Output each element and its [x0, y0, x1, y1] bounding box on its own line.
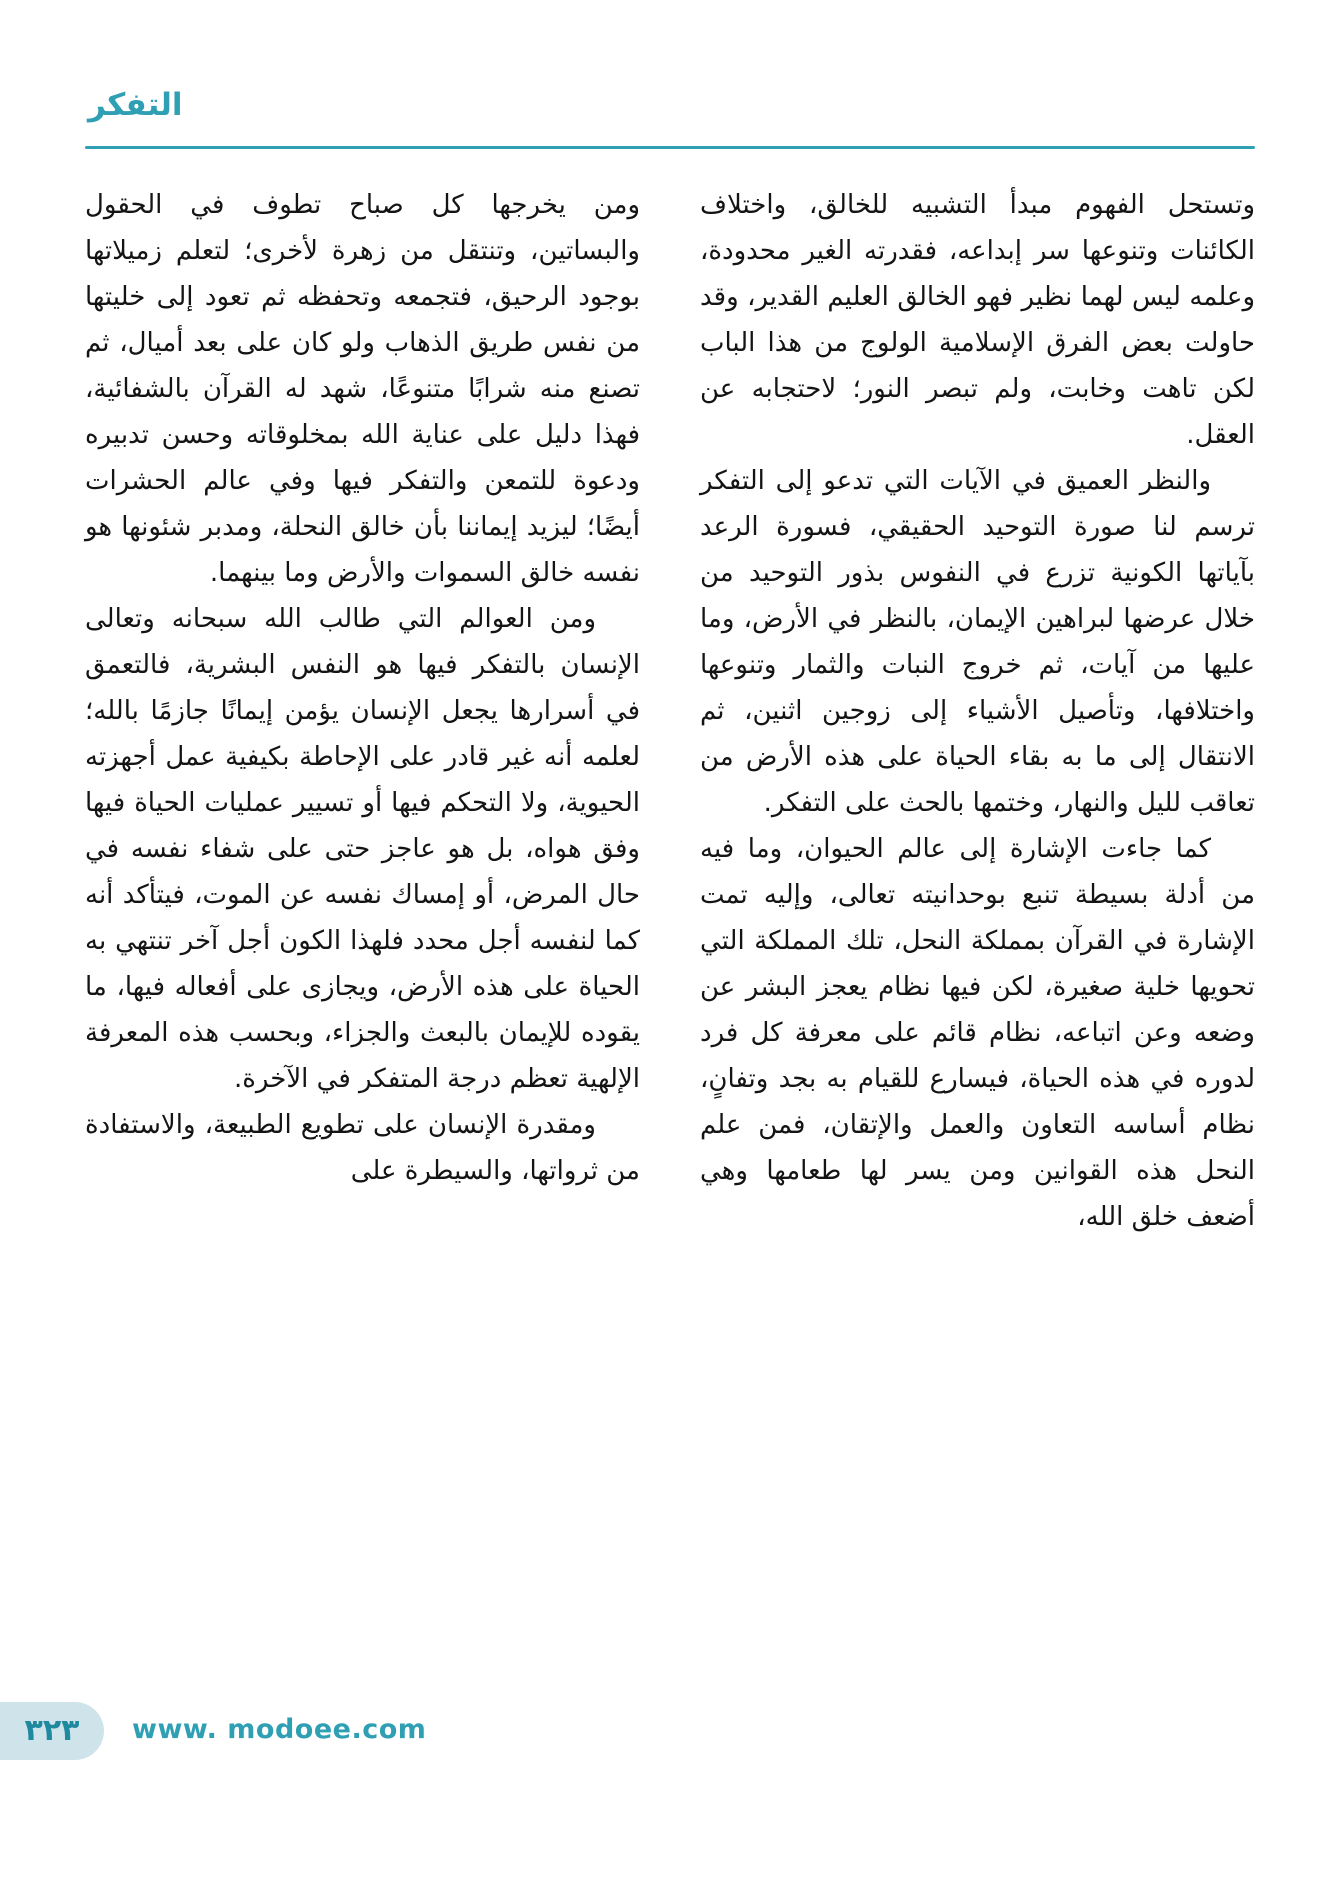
paragraph-right-3: كما جاءت الإشارة إلى عالم الحيوان، وما فيه من أدلة بسيطة تنبع بوحدانيته تعالى، وإليه تمت الإشارة في القرآن بمملكة النحل، تلك المملكة التي تحويها خلية صغيرة، لكن فيها نظام يعجز البشر عن وضعه وعن اتباعه، نظام قائم على معرفة كل فرد لدوره في هذه الحياة، فيسارع للقيام به بجد وتفانٍ، نظام أساسه التعاون والعمل والإتقان، فمن علم النحل هذه القوانين ومن يسر لها طعامها وهي أضعف خلق الله، [700, 834, 1255, 1232]
header-rule [85, 146, 1255, 149]
paragraph-left-1: ومن يخرجها كل صباح تطوف في الحقول والبساتين، وتنتقل من زهرة لأخرى؛ لتعلم زميلاتها بوجود الرحيق، فتجمعه وتحفظه ثم تعود إلى خليتها من نفس طريق الذهاب ولو كان على بعد أميال، ثم تصنع منه شرابًا متنوعًا، شهد له القرآن بالشفائية، فهذا دليل على عناية الله بمخلوقاته وحسن تدبيره ودعوة للتمعن والتفكر فيها وفي عالم الحشرات أيضًا؛ ليزيد إيماننا بأن خالق النحلة، ومدبر شئونها هو نفسه خالق السموات والأرض وما بينهما. [85, 190, 640, 588]
column-left [85, 182, 640, 1240]
paragraph-right-1: وتستحل الفهوم مبدأ التشبيه للخالق، واختلاف الكائنات وتنوعها سر إبداعه، فقدرته الغير محدودة، وعلمه ليس لهما نظير فهو الخالق العليم القدير، وقد حاولت بعض الفرق الإسلامية الولوج من هذا الباب لكن تاهت وخابت، ولم تبصر النور؛ لاحتجابه عن العقل. [700, 190, 1255, 450]
page-number-badge [0, 1702, 104, 1760]
text-columns [85, 182, 1255, 1240]
page-number: ٣٢٣ [24, 1713, 80, 1748]
paragraph-left-3: ومقدرة الإنسان على تطويع الطبيعة، والاستفادة من ثرواتها، والسيطرة على [85, 1110, 640, 1186]
paragraph-left-2: ومن العوالم التي طالب الله سبحانه وتعالى الإنسان بالتفكر فيها هو النفس البشرية، فالتعمق في أسرارها يجعل الإنسان يؤمن إيمانًا جازمًا بالله؛ لعلمه أنه غير قادر على الإحاطة بكيفية عمل أجهزته الحيوية، ولا التحكم فيها أو تسيير عمليات الحياة فيها وفق هواه، بل هو عاجز حتى على شفاء نفسه في حال المرض، أو إمساك نفسه عن الموت، فيتأكد أنه كما لنفسه أجل محدد فلهذا الكون أجل آخر تنتهي به الحياة على هذه الأرض، ويجازى على أفعاله فيها، ما يقوده للإيمان بالبعث والجزاء، وبحسب هذه المعرفة الإلهية تعظم درجة المتفكر في الآخرة. [85, 604, 640, 1094]
chapter-title: التفكر [88, 87, 183, 123]
column-right [700, 182, 1255, 1240]
paragraph-right-2: والنظر العميق في الآيات التي تدعو إلى التفكر ترسم لنا صورة التوحيد الحقيقي، فسورة الرعد بآياتها الكونية تزرع في النفوس بذور التوحيد من خلال عرضها لبراهين الإيمان، بالنظر في الأرض، وما عليها من آيات، ثم خروج النبات والثمار وتنوعها واختلافها، وتأصيل الأشياء إلى زوجين اثنين، ثم الانتقال إلى ما به بقاء الحياة على هذه الأرض من تعاقب لليل والنهار، وختمها بالحث على التفكر. [700, 466, 1255, 818]
website-link[interactable]: www. modoee.com [132, 1714, 427, 1745]
